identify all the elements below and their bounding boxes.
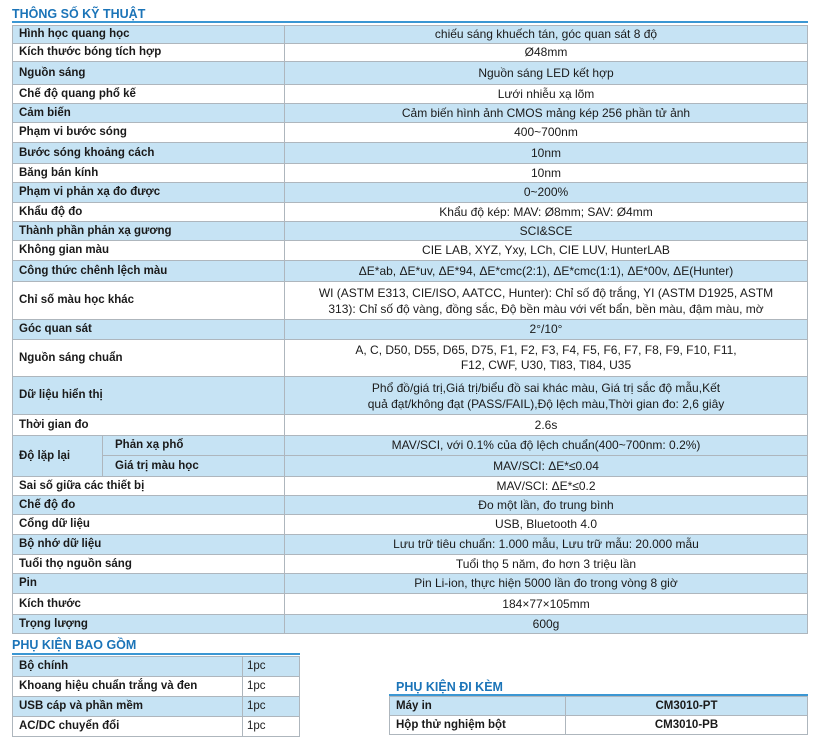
spec-value: CIE LAB, XYZ, Yxy, LCh, CIE LUV, HunterLAB bbox=[285, 241, 808, 261]
included-table bbox=[12, 656, 300, 737]
table-row bbox=[13, 615, 808, 634]
accessory-name: Máy in bbox=[390, 697, 566, 716]
spec-value-line: Phổ đồ/giá trị,Giá trị/biểu đồ sai khác màu, Giá trị sắc độ mẫu,Kết bbox=[371, 380, 721, 395]
spec-sublabel: Giá trị màu học bbox=[103, 456, 285, 477]
table-row bbox=[13, 282, 808, 320]
accessory-name: Khoang hiệu chuẩn trắng và đen bbox=[13, 677, 243, 697]
spec-label: Khẩu độ đo bbox=[13, 203, 285, 222]
spec-value: Ø48mm bbox=[285, 44, 808, 62]
spec-label: Công thức chênh lệch màu bbox=[13, 261, 285, 282]
accessory-qty: 1pc bbox=[243, 657, 300, 677]
table-row bbox=[13, 594, 808, 615]
table-row bbox=[13, 261, 808, 282]
spec-value: 184×77×105mm bbox=[285, 594, 808, 615]
spec-value bbox=[285, 377, 808, 415]
spec-label: Trọng lượng bbox=[13, 615, 285, 634]
spec-value: Nguồn sáng LED kết hợp bbox=[285, 62, 808, 85]
table-row bbox=[13, 515, 808, 535]
spec-value: MAV/SCI, với 0.1% của độ lệch chuẩn(400~700nm: 0.2%) bbox=[285, 436, 808, 456]
spec-label: Nguồn sáng chuẩn bbox=[13, 340, 285, 377]
accessory-qty: 1pc bbox=[243, 697, 300, 717]
table-row bbox=[13, 222, 808, 241]
spec-sublabel: Phản xạ phổ bbox=[103, 436, 285, 456]
spec-label: Cảm biến bbox=[13, 104, 285, 123]
table-row bbox=[390, 716, 808, 735]
table-row bbox=[13, 123, 808, 143]
table-row bbox=[13, 164, 808, 183]
spec-value: Đo một lần, đo trung bình bbox=[285, 496, 808, 515]
spec-label: Tuổi thọ nguồn sáng bbox=[13, 555, 285, 574]
spec-value: ΔE*ab, ΔE*uv, ΔE*94, ΔE*cmc(2:1), ΔE*cmc(1:1), ΔE*00v, ΔE(Hunter) bbox=[285, 261, 808, 282]
spec-value-line: A, C, D50, D55, D65, D75, F1, F2, F3, F4, F5, F6, F7, F8, F9, F10, F11, bbox=[355, 343, 737, 357]
spec-value: Lưới nhiễu xạ lõm bbox=[285, 85, 808, 104]
specs-title: THÔNG SỐ KỸ THUẬT bbox=[12, 7, 146, 21]
accessory-code: CM3010-PT bbox=[566, 697, 808, 716]
included-title-rule bbox=[12, 653, 300, 655]
accessory-name: Hộp thử nghiệm bột bbox=[390, 716, 566, 735]
spec-label: Độ lặp lại bbox=[13, 436, 103, 477]
spec-value-line: WI (ASTM E313, CIE/ISO, AATCC, Hunter): Chỉ số độ trắng, YI (ASTM D1925, ASTM bbox=[318, 285, 774, 300]
spec-label: Thời gian đo bbox=[13, 415, 285, 436]
table-row bbox=[13, 415, 808, 436]
spec-label: Chế độ đo bbox=[13, 496, 285, 515]
spec-value: chiếu sáng khuếch tán, góc quan sát 8 độ bbox=[285, 26, 808, 44]
spec-label: Góc quan sát bbox=[13, 320, 285, 340]
table-row bbox=[13, 85, 808, 104]
spec-label: Cổng dữ liệu bbox=[13, 515, 285, 535]
accessory-qty: 1pc bbox=[243, 717, 300, 737]
table-row bbox=[13, 574, 808, 594]
table-row bbox=[13, 44, 808, 62]
accessory-name: Bộ chính bbox=[13, 657, 243, 677]
optional-table bbox=[389, 696, 808, 735]
spec-value bbox=[285, 340, 808, 377]
spec-value: SCI&SCE bbox=[285, 222, 808, 241]
accessory-code: CM3010-PB bbox=[566, 716, 808, 735]
table-row bbox=[13, 183, 808, 203]
optional-title: PHỤ KIỆN ĐI KÈM bbox=[396, 680, 503, 694]
spec-value bbox=[285, 282, 808, 320]
table-row bbox=[13, 340, 808, 377]
table-row bbox=[13, 320, 808, 340]
table-row bbox=[13, 241, 808, 261]
spec-value: 10nm bbox=[285, 143, 808, 164]
spec-label: Phạm vi bước sóng bbox=[13, 123, 285, 143]
table-row bbox=[13, 477, 808, 496]
spec-label: Sai số giữa các thiết bị bbox=[13, 477, 285, 496]
spec-value-line: quả đạt/không đạt (PASS/FAIL),Độ lệch màu,Thời gian đo: 2,6 giây bbox=[367, 396, 725, 411]
spec-value: Pin Li-ion, thực hiện 5000 lần đo trong vòng 8 giờ bbox=[285, 574, 808, 594]
spec-value: 400~700nm bbox=[285, 123, 808, 143]
table-row bbox=[13, 717, 300, 737]
specs-title-rule bbox=[12, 21, 808, 23]
table-row bbox=[13, 496, 808, 515]
accessory-name: USB cáp và phần mềm bbox=[13, 697, 243, 717]
spec-value: 0~200% bbox=[285, 183, 808, 203]
table-row bbox=[13, 377, 808, 415]
spec-label: Dữ liệu hiển thị bbox=[13, 377, 285, 415]
table-row bbox=[13, 62, 808, 85]
table-row bbox=[13, 104, 808, 123]
spec-label: Không gian màu bbox=[13, 241, 285, 261]
table-row bbox=[13, 26, 808, 44]
included-title: PHỤ KIỆN BAO GỒM bbox=[12, 638, 137, 652]
spec-label: Thành phần phản xạ gương bbox=[13, 222, 285, 241]
table-row bbox=[13, 436, 808, 456]
spec-value: 600g bbox=[285, 615, 808, 634]
specs-table bbox=[12, 25, 808, 634]
spec-label: Kích thước bbox=[13, 594, 285, 615]
spec-label: Bước sóng khoảng cách bbox=[13, 143, 285, 164]
spec-label: Hình học quang học bbox=[13, 26, 285, 44]
table-row bbox=[13, 143, 808, 164]
spec-value: Cảm biến hình ảnh CMOS mảng kép 256 phần tử ảnh bbox=[285, 104, 808, 123]
spec-value: 2°/10° bbox=[285, 320, 808, 340]
spec-value: MAV/SCI: ΔE*≤0.2 bbox=[285, 477, 808, 496]
spec-label: Nguồn sáng bbox=[13, 62, 285, 85]
table-row bbox=[13, 697, 300, 717]
spec-value: Khẩu độ kép: MAV: Ø8mm; SAV: Ø4mm bbox=[285, 203, 808, 222]
spec-label: Bộ nhớ dữ liệu bbox=[13, 535, 285, 555]
spec-label: Phạm vi phản xạ đo được bbox=[13, 183, 285, 203]
spec-label: Pin bbox=[13, 574, 285, 594]
spec-value-line: 313): Chỉ số độ vàng, đồng sắc, Độ bền màu với vết bẩn, bền màu, đậm màu, mờ bbox=[328, 301, 764, 316]
spec-label: Chỉ số màu học khác bbox=[13, 282, 285, 320]
spec-value: 2.6s bbox=[285, 415, 808, 436]
spec-label: Kích thước bóng tích hợp bbox=[13, 44, 285, 62]
accessory-qty: 1pc bbox=[243, 677, 300, 697]
table-row bbox=[13, 677, 300, 697]
table-row bbox=[13, 657, 300, 677]
table-row bbox=[13, 555, 808, 574]
spec-value: 10nm bbox=[285, 164, 808, 183]
table-row bbox=[13, 203, 808, 222]
spec-label: Chế độ quang phổ kế bbox=[13, 85, 285, 104]
spec-value: Lưu trữ tiêu chuẩn: 1.000 mẫu, Lưu trữ mẫu: 20.000 mẫu bbox=[285, 535, 808, 555]
spec-label: Băng bán kính bbox=[13, 164, 285, 183]
table-row bbox=[13, 456, 808, 477]
spec-value-line: F12, CWF, U30, Tl83, Tl84, U35 bbox=[460, 358, 632, 372]
spec-value: Tuổi thọ 5 năm, đo hơn 3 triệu lần bbox=[285, 555, 808, 574]
spec-value: MAV/SCI: ΔE*≤0.04 bbox=[285, 456, 808, 477]
table-row bbox=[390, 697, 808, 716]
spec-value: USB, Bluetooth 4.0 bbox=[285, 515, 808, 535]
table-row bbox=[13, 535, 808, 555]
accessory-name: AC/DC chuyển đổi bbox=[13, 717, 243, 737]
